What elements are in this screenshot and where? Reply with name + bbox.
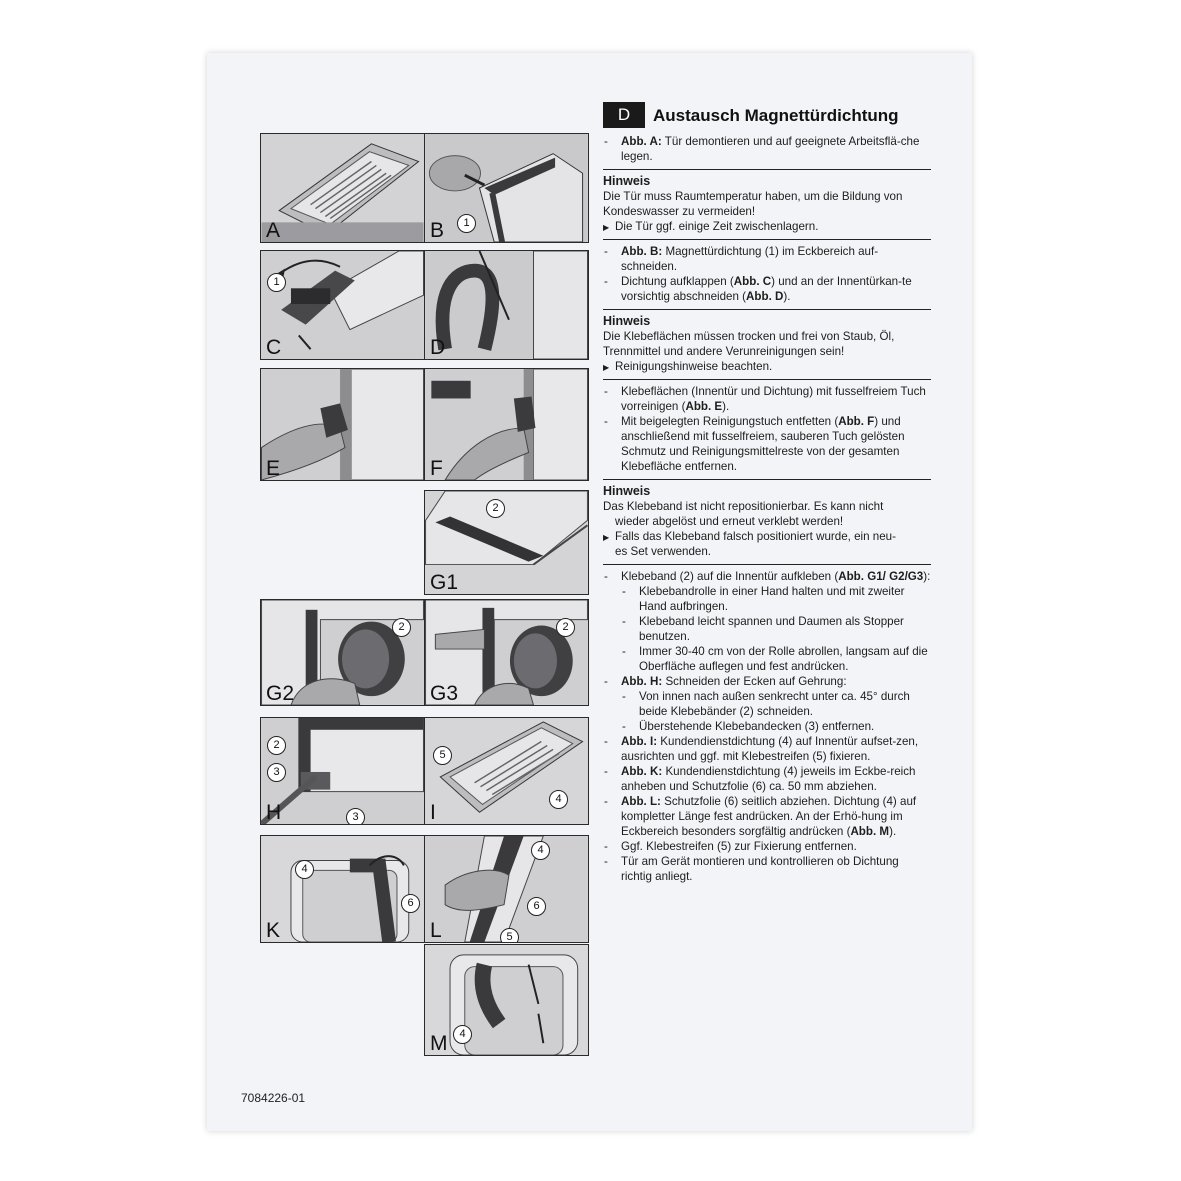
- divider: [603, 379, 931, 380]
- figure-e: [260, 368, 425, 481]
- callout-6: 6: [401, 894, 420, 913]
- figure-label: L: [430, 919, 442, 942]
- hint-heading: Hinweis: [603, 484, 651, 498]
- figure-c: [260, 250, 425, 360]
- substep: - Klebeband leicht spannen und Daumen als Stopper benutzen.: [603, 614, 931, 644]
- figure-label: C: [266, 336, 282, 359]
- section-header: [603, 100, 931, 130]
- figure-i: [424, 717, 589, 825]
- step-abb-i: - Abb. I: Kundendienstdichtung (4) auf Innentür aufset-zen, ausrichten und ggf. mit Klebestreifen (5) fixieren.: [603, 734, 931, 764]
- callout-4: 4: [549, 790, 568, 809]
- document-code: 7084226-01: [241, 1091, 306, 1105]
- callout-4: 4: [531, 841, 550, 860]
- callout-2: 2: [486, 499, 505, 518]
- divider: [603, 479, 931, 480]
- step-abb-g: - Klebeband (2) auf die Innentür aufkleben (Abb. G1/ G2/G3):: [603, 569, 931, 584]
- figure-label: H: [266, 801, 282, 824]
- instruction-text: [603, 100, 931, 884]
- step-mount-door: - Tür am Gerät montieren und kontrollieren ob Dichtung richtig anliegt.: [603, 854, 931, 884]
- figure-label: D: [430, 336, 446, 359]
- hint-heading: Hinweis: [603, 174, 651, 188]
- figure-label: I: [430, 801, 436, 824]
- corner-press-illustration: [425, 945, 588, 1055]
- callout-5: 5: [433, 746, 452, 765]
- hint-body-line: Das Klebeband ist nicht repositionierbar. Es kann nicht: [603, 500, 884, 513]
- callout-2: 2: [392, 618, 411, 637]
- callout-3: 3: [267, 763, 286, 782]
- figure-a: [260, 133, 425, 243]
- foil-lift-illustration: [261, 836, 424, 942]
- figure-b: [424, 133, 589, 243]
- hint-body: Die Klebeflächen müssen trocken und frei von Staub, Öl, Trennmittel und andere Verunreinigungen sein!: [603, 330, 895, 358]
- figure-label: F: [430, 457, 443, 480]
- callout-6: 6: [527, 897, 546, 916]
- step-abb-f: - Mit beigelegten Reinigungstuch entfetten (Abb. F) und anschließend mit fusselfreiem, sauberen Tuch gelösten Schmutz und Reinigungsmittelreste von der gesamten Klebefläche entfernen.: [603, 414, 931, 474]
- callout-3: 3: [346, 808, 365, 825]
- callout-1: 1: [457, 214, 476, 233]
- hint-action: ▶ Falls das Klebeband falsch positioniert wurde, ein neu-: [603, 529, 931, 544]
- figure-l: [424, 835, 589, 943]
- figure-label: E: [266, 457, 281, 480]
- gasket-open-illustration: [261, 251, 424, 359]
- hint-action: ▶ Reinigungshinweise beachten.: [603, 359, 931, 374]
- step-abb-h: - Abb. H: Schneiden der Ecken auf Gehrung:: [603, 674, 931, 689]
- figure-g3: [424, 599, 589, 706]
- figure-f: [424, 368, 589, 481]
- callout-2: 2: [267, 736, 286, 755]
- callout-4: 4: [295, 860, 314, 879]
- step-remove-strips: - Ggf. Klebestreifen (5) zur Fixierung entfernen.: [603, 839, 931, 854]
- divider: [603, 239, 931, 240]
- figure-label: G1: [430, 571, 459, 594]
- step-abb-e: - Klebeflächen (Innentür und Dichtung) mit fusselfreiem Tuch vorreinigen (Abb. E).: [603, 384, 931, 414]
- figure-d: [424, 250, 589, 360]
- callout-5: 5: [500, 928, 519, 943]
- figure-label: G2: [266, 682, 295, 705]
- callout-2: 2: [556, 618, 575, 637]
- hint-action: ▶ Die Tür ggf. einige Zeit zwischenlagern.: [603, 219, 931, 234]
- figure-g1: [424, 490, 589, 595]
- figure-label: K: [266, 919, 281, 942]
- hint-heading: Hinweis: [603, 314, 651, 328]
- step-abb-a: - Abb. A: Tür demontieren und auf geeignete Arbeitsflä-che legen.: [603, 134, 931, 164]
- figure-label: M: [430, 1032, 448, 1055]
- cutter-illustration: [425, 134, 588, 242]
- step-abb-k: - Abb. K: Kundendienstdichtung (4) jeweils im Eckbe-reich anheben und Schutzfolie (6) ca. 50 mm abziehen.: [603, 764, 931, 794]
- figure-k: [260, 835, 425, 943]
- hint-body-line: wieder abgelöst und erneut verklebt werden!: [615, 515, 844, 528]
- door-illustration: [261, 134, 424, 242]
- degrease-illustration: [425, 369, 588, 480]
- divider: [603, 309, 931, 310]
- step-abb-c-d: - Dichtung aufklappen (Abb. C) und an der Innentürkan-te vorsichtig abschneiden (Abb. D).: [603, 274, 931, 304]
- section-badge: D: [603, 102, 645, 128]
- figure-m: [424, 944, 589, 1056]
- substep: - Von innen nach außen senkrecht unter ca. 45° durch beide Klebebänder (2) schneiden.: [603, 689, 931, 719]
- callout-1: 1: [267, 273, 286, 292]
- divider: [603, 564, 931, 565]
- gasket-place-illustration: [425, 718, 588, 824]
- figure-h: [260, 717, 425, 825]
- gasket-cut-illustration: [425, 251, 588, 359]
- substep: - Immer 30-40 cm von der Rolle abrollen, langsam auf die Oberfläche auflegen und fest andrücken.: [603, 644, 931, 674]
- callout-4: 4: [453, 1025, 472, 1044]
- substep: - Überstehende Klebebandecken (3) entfernen.: [603, 719, 931, 734]
- figure-g2: [260, 599, 425, 706]
- step-abb-l: - Abb. L: Schutzfolie (6) seitlich abziehen. Dichtung (4) auf kompletter Länge fest andrücken. An der Erhö-hung im Eckbereich besonders sorgfältig andrücken (Abb. M).: [603, 794, 931, 839]
- hint-action-continued: es Set verwenden.: [615, 545, 712, 558]
- hint-body: Die Tür muss Raumtemperatur haben, um die Bildung von Kondeswasser zu vermeiden!: [603, 190, 903, 218]
- figure-label: A: [266, 219, 281, 242]
- cleaning-illustration: [261, 369, 424, 480]
- press-gasket-illustration: [425, 836, 588, 942]
- figure-label: B: [430, 219, 445, 242]
- divider: [603, 169, 931, 170]
- figure-label: G3: [430, 682, 459, 705]
- substep: - Klebebandrolle in einer Hand halten und mit zweiter Hand aufbringen.: [603, 584, 931, 614]
- section-title: Austausch Magnettürdichtung: [653, 105, 899, 125]
- step-abb-b: - Abb. B: Magnettürdichtung (1) im Eckbereich auf-schneiden.: [603, 244, 931, 274]
